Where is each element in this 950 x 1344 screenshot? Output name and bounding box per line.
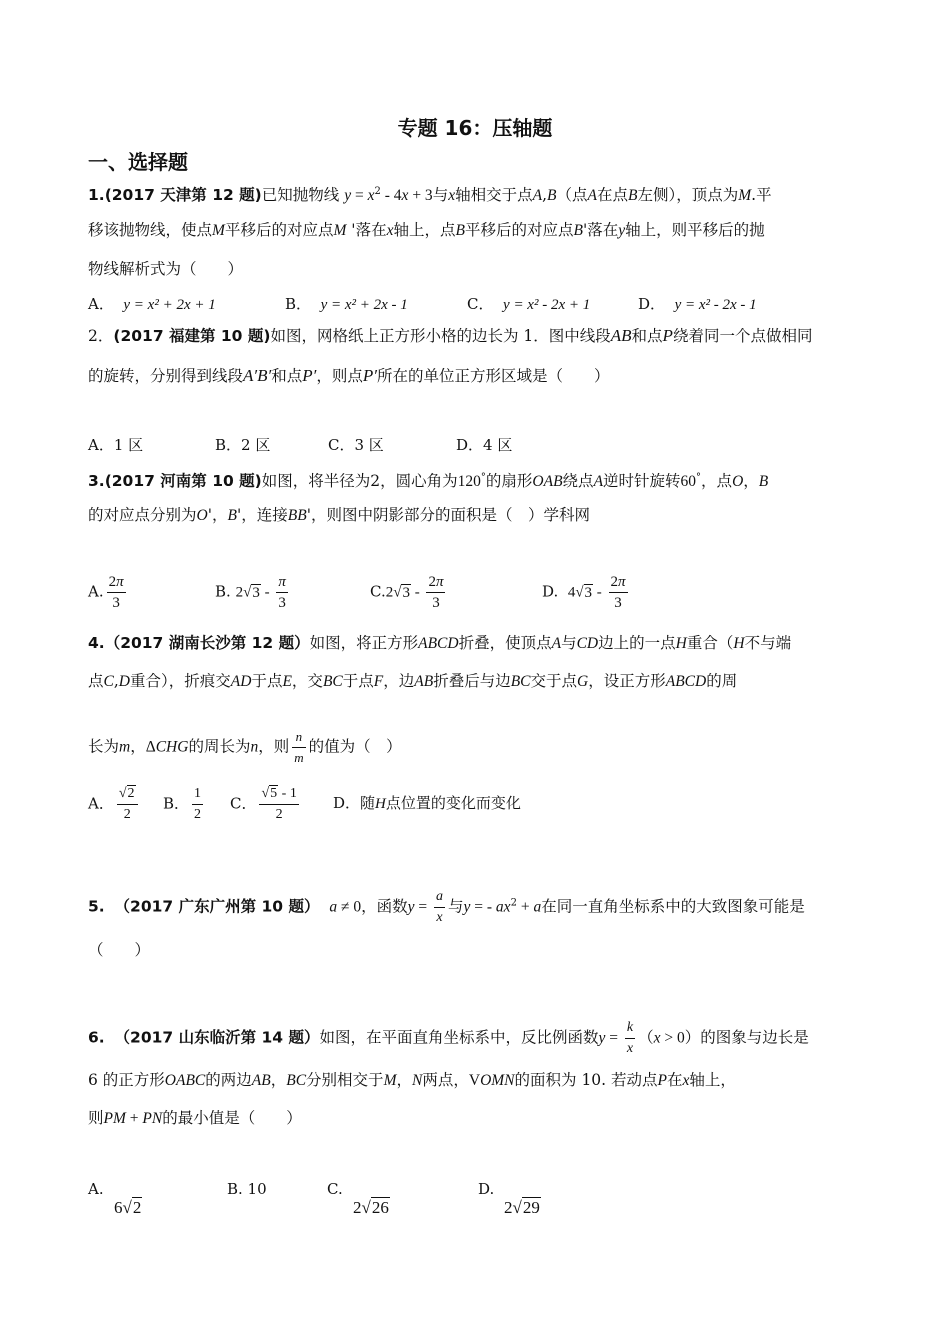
q1-option-d[interactable]: D． y = x² - 2x - 1: [638, 295, 757, 313]
q6-option-a[interactable]: A. 6√2: [88, 1180, 142, 1217]
q6-source: （2017 山东临沂第 14 题）: [114, 1028, 320, 1047]
q5-line1: 5. （2017 广东广州第 10 题） a ≠ 0，函数y = $\frac{a}{x}$ 与y = - $ax^2 + a$在同一直角坐标系中的大致图象可能是: [88, 887, 890, 928]
q3-line2: 的对应点分别为O'，B'，连接BB'，则图中阴影部分的面积是（ ）学科网: [88, 506, 590, 524]
q3-option-c[interactable]: C.2√3 - $\frac{2\pi}{3}$: [370, 574, 444, 611]
q3-option-a[interactable]: A. $\frac{2\pi}{3}$: [88, 574, 124, 611]
q6-option-d[interactable]: D. 2√29: [478, 1180, 540, 1217]
section-heading: 一、选择题: [88, 150, 188, 174]
q1-option-a[interactable]: A． y = x² + 2x + 1: [88, 295, 216, 313]
q2-option-a[interactable]: A．1 区: [88, 436, 144, 454]
q2-source: (2017 福建第 10 题): [113, 327, 271, 345]
q3-line1: 3.(2017 河南第 10 题)如图，将半径为2，圆心角为120°的扇形OAB绕点A逆时针旋转60°，点O，B: [88, 472, 769, 491]
q6-option-c[interactable]: C. 2√26: [327, 1180, 389, 1217]
q3-option-b[interactable]: B. 2√3 - $\frac{\pi}{3}$: [215, 574, 286, 611]
q4-line1: 4.（2017 湖南长沙第 12 题）如图，将正方形ABCD折叠，使顶点A与CD边上的一点H重合（H不与端: [88, 634, 792, 652]
q1-option-c[interactable]: C． y = x² - 2x + 1: [467, 295, 591, 313]
q4-option-b[interactable]: B． $\frac{1}{2}$: [163, 784, 206, 825]
q5-source: （2017 广东广州第 10 题）: [114, 897, 320, 916]
q1-option-b[interactable]: B． y = x² + 2x - 1: [285, 295, 408, 313]
q1-line2: 移该抛物线，使点M平移后的对应点M '落在x轴上，点B平移后的对应点B'落在y轴上，则平移后的抛: [88, 221, 765, 239]
q4-source: （2017 湖南长沙第 12 题）: [104, 634, 310, 652]
q4-option-d[interactable]: D．随H点位置的变化而变化: [333, 794, 521, 812]
q3-option-d[interactable]: D. 4√3 - $\frac{2\pi}{3}$: [542, 574, 626, 611]
q2-line1: 2．(2017 福建第 10 题)如图，网格纸上正方形小格的边长为 1．图中线段AB和点P绕着同一个点做相同: [88, 326, 813, 345]
page-title: 专题 16：压轴题: [397, 116, 553, 140]
q1-line3: 物线解析式为（ ）: [88, 260, 244, 278]
q1-line1: 1.(2017 天津第 12 题)已知抛物线 $y = x^2 - 4x + 3$与x轴相交于点A,B（点A在点B左侧），顶点为M.平: [88, 186, 772, 205]
q5-line2: （ ）: [88, 941, 151, 959]
q4-line2: 点C,D重合），折痕交AD于点E，交BC于点F，边AB折叠后与边BC交于点G，设正方形ABCD的周: [88, 672, 738, 690]
q6-option-b[interactable]: B. 10: [227, 1180, 267, 1198]
q6-line2: 6 的正方形OABC的两边AB，BC分别相交于M，N两点，VOMN的面积为 10. 若动点P在x轴上，: [88, 1071, 736, 1089]
q4-option-a[interactable]: A． $\frac{√2}{2}$: [88, 784, 141, 825]
q4-line3: 长为m，ΔCHG的周长为n，则 $\frac{n}{m}$ 的值为（ ）: [88, 727, 890, 768]
q4-option-c[interactable]: C． $\frac{√5 - 1}{2}$: [230, 784, 302, 825]
q3-source: (2017 河南第 10 题): [104, 472, 262, 491]
q2-option-d[interactable]: D．4 区: [456, 436, 513, 454]
q2-line2: 的旋转，分别得到线段A′B′和点P′，则点P′所在的单位正方形区域是（ ）: [88, 366, 610, 385]
q2-option-b[interactable]: B．2 区: [215, 436, 271, 454]
q6-line3: 则PM + PN的最小值是（ ）: [88, 1109, 302, 1127]
q6-line1: 6. （2017 山东临沂第 14 题）如图，在平面直角坐标系中，反比例函数y = $\frac{k}{x}$ （x > 0）的图象与边长是: [88, 1018, 890, 1059]
q2-option-c[interactable]: C．3 区: [328, 436, 384, 454]
q1-source: (2017 天津第 12 题): [104, 186, 262, 205]
